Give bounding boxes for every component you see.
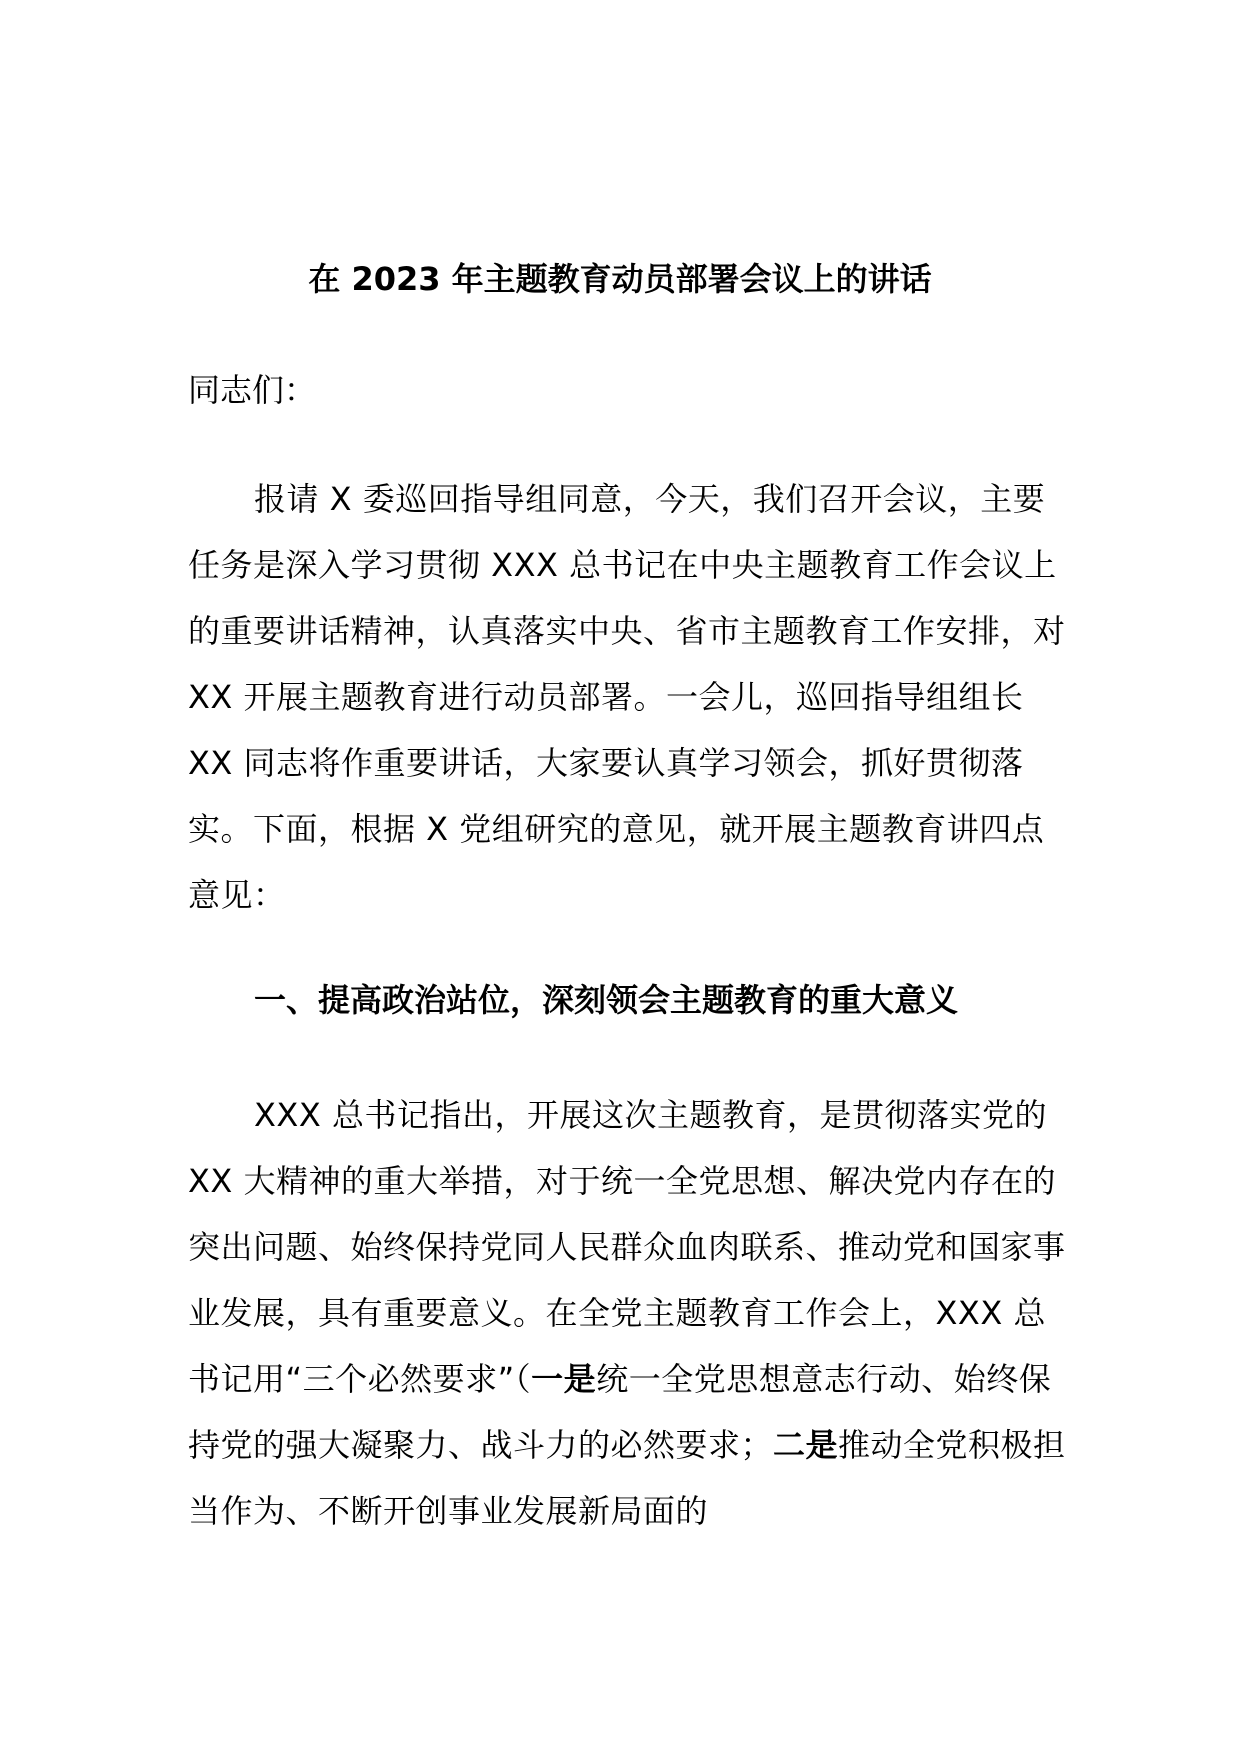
bold-enumerator-1: 一是 [531, 1360, 597, 1398]
paragraph-text: XXX 总书记指出，开展这次主题教育，是贯彻落实党的 XX 大精神的重大举措，对于统一全党思想、解决党内存在的突出问题、始终保持党同人民群众血肉联系、推动党和国家事业发展，具有重要意义。在全党主题教育工作会上，XXX 总书记用“三个必然要求”（ [188, 1096, 1066, 1398]
paragraph-text: 统一全党思想意志行动、始终保持党的强大凝聚力、战斗力的必然要求； [188, 1360, 1052, 1464]
paragraph-text: 推动全党积极担当作为、不断开创事业发展新局面的 [188, 1426, 1066, 1530]
paragraph-intro: 报请 X 委巡回指导组同意，今天，我们召开会议，主要任务是深入学习贯彻 XXX 总书记在中央主题教育工作会议上的重要讲话精神，认真落实中央、省市主题教育工作安排，对 XX 开展主题教育进行动员部署。一会儿，巡回指导组组长 XX 同志将作重要讲话，大家要认真学习领会，抓好贯彻落实。下面，根据 X 党组研究的意见，就开展主题教育讲四点意见： [188, 480, 1066, 914]
bold-enumerator-2: 二是 [773, 1426, 839, 1464]
greeting: 同志们： [188, 371, 317, 409]
section-heading-1: 一、提高政治站位，深刻领会主题教育的重大意义 [254, 981, 959, 1019]
document-title: 在 2023 年主题教育动员部署会议上的讲话 [308, 260, 932, 298]
paragraph-section-1 [188, 1082, 1068, 1544]
